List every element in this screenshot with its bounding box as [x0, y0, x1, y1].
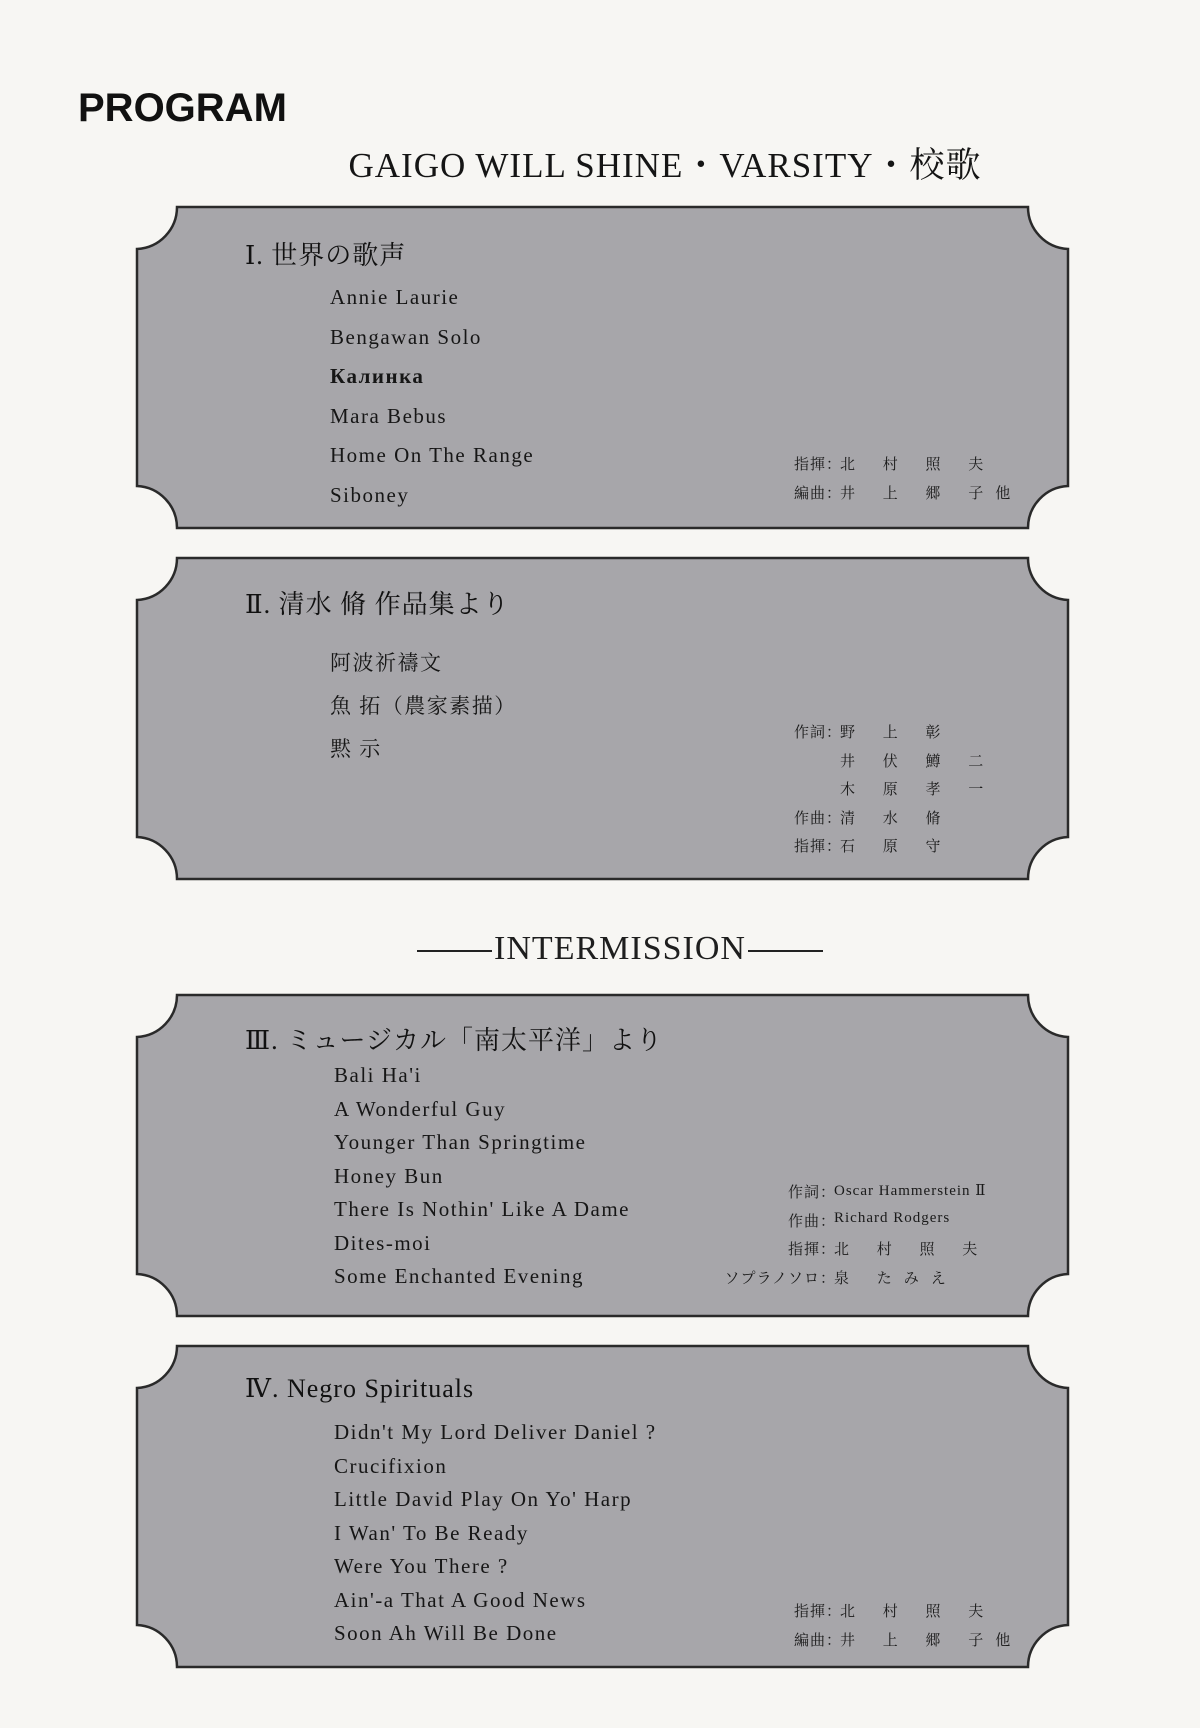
song-item: Some Enchanted Evening	[334, 1264, 584, 1288]
credit-name: 北 村 照 夫	[840, 1604, 996, 1620]
credit-name: 木 原 孝 一	[840, 782, 996, 798]
song-item: Little David Play On Yo' Harp	[334, 1487, 633, 1511]
song-item: Bali Ha'i	[334, 1063, 422, 1087]
credit-role: ソプラノソロ	[724, 1270, 820, 1287]
credit-name: Oscar Hammerstein Ⅱ	[834, 1183, 987, 1199]
credit-role: 指揮	[793, 1604, 826, 1620]
song-item: Siboney	[330, 482, 410, 507]
intermission-text: INTERMISSION	[494, 930, 746, 967]
program-title: PROGRAM	[78, 86, 287, 130]
song-item: Younger Than Springtime	[334, 1130, 587, 1154]
song-list	[334, 1059, 630, 1294]
song-item: Annie Laurie	[330, 285, 460, 309]
section-1-panel: Ⅰ. 世界の歌声 Annie Laurie Bengawan Solo Калинка Mara Bebus Home On The Range Siboney 指揮 ： 北 村 照 夫 編曲 ： 井 上 郷 子他	[135, 205, 1070, 530]
song-item: 阿波祈禱文	[330, 651, 443, 675]
song-list	[330, 642, 517, 771]
section-3-panel: Ⅲ. ミュージカル「南太平洋」より Bali Ha'i A Wonderful Guy Younger Than Springtime Honey Bun There Is Nothin' Like A Dame Dites-moi Some Enchanted Evening 作詞 ： Oscar Hammerstein Ⅱ 作曲 ： Richard Rodgers 指揮 ： 北 村 照 夫 ソプラノソロ ： 泉 たみえ	[135, 993, 1070, 1318]
song-item: Ain'-a That A Good News	[334, 1587, 587, 1612]
song-list	[334, 1416, 657, 1651]
section-heading: Ⅰ. 世界の歌声	[245, 241, 407, 270]
section-heading: Ⅳ. Negro Spirituals	[245, 1374, 475, 1403]
credit-name: 石 原 守	[840, 839, 953, 855]
song-item: There Is Nothin' Like A Dame	[334, 1197, 630, 1221]
song-item: Dites-moi	[334, 1230, 432, 1255]
song-item: Soon Ah Will Be Done	[334, 1621, 558, 1645]
song-item: Crucifixion	[334, 1453, 448, 1478]
credit-role: 作曲	[793, 810, 826, 827]
song-item: A Wonderful Guy	[334, 1096, 507, 1121]
credit-name: 北 村 照 夫	[840, 457, 996, 473]
credit-name: 泉 たみえ	[834, 1270, 958, 1287]
section-2-panel: Ⅱ. 清水 脩 作品集より 阿波祈禱文 魚 拓（農家素描） 黙 示 作詞 ： 野 上 彰 井 伏 鱒 二 木 原 孝 一 作曲 ： 清 水 脩 指揮 ： 石 原 守	[135, 556, 1070, 881]
credit-name: 清 水 脩	[840, 810, 953, 827]
song-item: Mara Bebus	[330, 403, 448, 428]
credit-name: 井 上 郷 子他	[840, 1632, 1023, 1649]
credit-role: 編曲	[793, 1632, 826, 1649]
song-item: 魚 拓（農家素描）	[330, 694, 517, 718]
intermission-label	[0, 930, 1200, 968]
song-item: Калинка	[330, 364, 425, 388]
section-heading: Ⅱ. 清水 脩 作品集より	[245, 590, 510, 619]
dash-left	[417, 950, 492, 952]
credit-role: 作曲	[787, 1213, 820, 1230]
song-item: Were You There ?	[334, 1554, 509, 1578]
program-subtitle: GAIGO WILL SHINE・VARSITY・校歌	[348, 146, 982, 185]
credit-role: 指揮	[793, 457, 826, 473]
song-list	[330, 278, 534, 515]
credit-role: 作詞	[793, 725, 826, 741]
song-item: I Wan' To Be Ready	[334, 1520, 529, 1545]
song-item: Bengawan Solo	[330, 324, 482, 349]
song-item: Didn't My Lord Deliver Daniel ?	[334, 1420, 657, 1444]
section-heading: Ⅲ. ミュージカル「南太平洋」より	[245, 1026, 664, 1055]
song-item: Honey Bun	[334, 1163, 444, 1188]
song-item: 黙 示	[330, 737, 382, 761]
credit-role: 指揮	[787, 1242, 820, 1258]
credit-role: 指揮	[793, 839, 826, 855]
credit-name: 野 上 彰	[840, 725, 953, 741]
credit-role: 編曲	[793, 485, 826, 502]
credit-role: 作詞	[787, 1185, 820, 1201]
credit-name: Richard Rodgers	[834, 1209, 951, 1226]
song-item: Home On The Range	[330, 443, 535, 467]
credit-name: 井 伏 鱒 二	[840, 753, 996, 770]
section-4-panel: Ⅳ. Negro Spirituals Didn't My Lord Deliver Daniel ? Crucifixion Little David Play On Yo' Harp I Wan' To Be Ready Were You There ? Ain'-a That A Good News Soon Ah Will Be Done 指揮 ： 北 村 照 夫 編曲 ： 井 上 郷 子他	[135, 1344, 1070, 1669]
credit-name: 井 上 郷 子他	[840, 485, 1023, 502]
dash-right	[748, 950, 823, 952]
credit-name: 北 村 照 夫	[834, 1242, 990, 1258]
